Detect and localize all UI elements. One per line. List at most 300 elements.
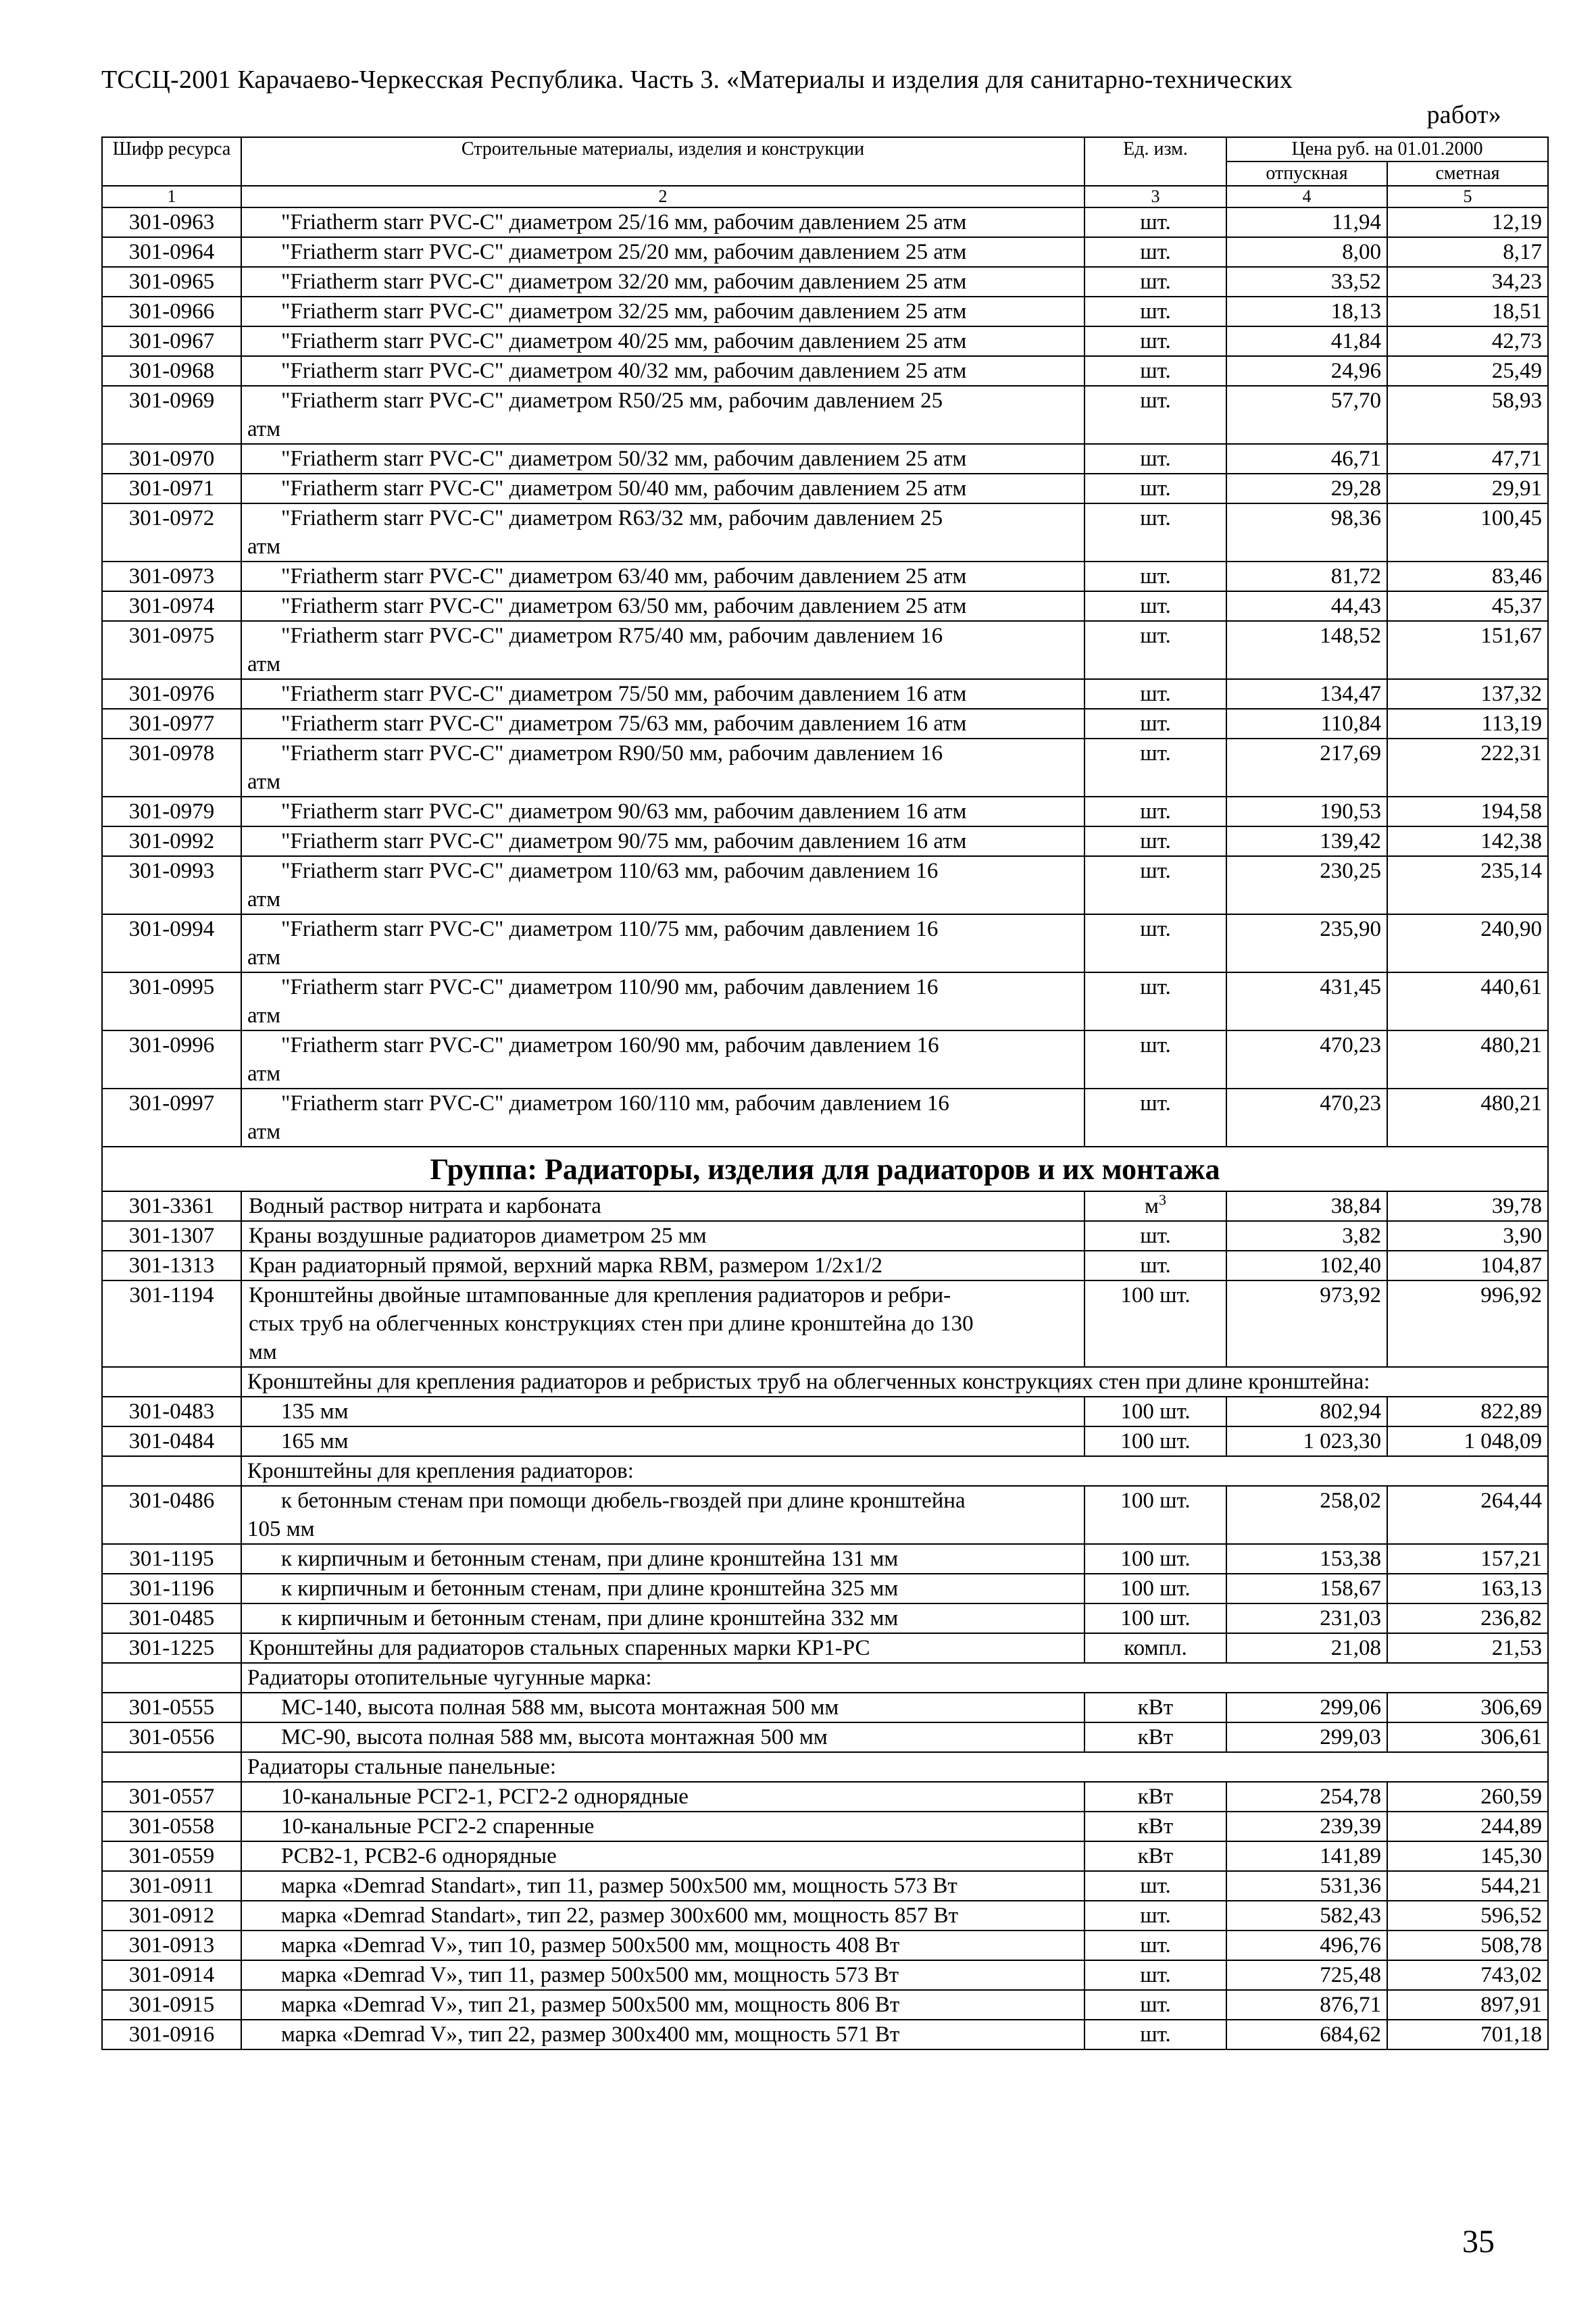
cell-unit: шт. (1084, 267, 1226, 297)
cell-price-estimate: 34,23 (1387, 267, 1548, 297)
cell-unit: шт. (1084, 797, 1226, 826)
cell-code: 301-0911 (102, 1871, 241, 1901)
table-row (102, 621, 1548, 679)
cell-price-release: 102,40 (1226, 1251, 1387, 1280)
cell-code: 301-0973 (102, 562, 241, 591)
cell-code: 301-0558 (102, 1812, 241, 1841)
table-row (102, 1722, 1548, 1752)
page-title (101, 62, 1501, 132)
cell-name: "Friatherm starr PVC-C" диаметром 50/32 мм, рабочим давлением 25 атм (241, 444, 1084, 474)
cell-name (241, 503, 1084, 562)
cell-name-line: "Friatherm starr PVC-C" диаметром R90/50 мм, рабочим давлением 16 (281, 741, 943, 766)
cell-price-release: 299,06 (1226, 1693, 1387, 1722)
cell-unit: шт. (1084, 856, 1226, 914)
cell-name: Кронштейны для радиаторов стальных спаренных марки КР1-РС (241, 1633, 1084, 1663)
cell-unit: шт. (1084, 297, 1226, 326)
cell-code: 301-0486 (102, 1486, 241, 1544)
table-row (102, 1574, 1548, 1603)
cell-name (241, 1089, 1084, 1147)
table-row (102, 591, 1548, 621)
cell-price-release: 98,36 (1226, 503, 1387, 562)
cell-name-line: атм (247, 417, 281, 441)
table-row (102, 1544, 1548, 1574)
table-row (102, 1901, 1548, 1931)
cell-code: 301-0996 (102, 1030, 241, 1089)
column-header-name: Строительные материалы, изделия и конструкции (241, 137, 1084, 186)
cell-name-line: Кронштейны двойные штампованные для крепления радиаторов и ребри- (249, 1283, 951, 1308)
cell-price-release: 973,92 (1226, 1280, 1387, 1367)
cell-name: к кирпичным и бетонным стенам, при длине кронштейна 325 мм (241, 1574, 1084, 1603)
cell-price-estimate: 45,37 (1387, 591, 1548, 621)
cell-code: 301-1196 (102, 1574, 241, 1603)
cell-name: к кирпичным и бетонным стенам, при длине кронштейна 131 мм (241, 1544, 1084, 1574)
cell-name-line: "Friatherm starr PVC-C" диаметром 160/90 мм, рабочим давлением 16 (281, 1033, 939, 1057)
cell-code: 301-0979 (102, 797, 241, 826)
cell-price-release: 24,96 (1226, 356, 1387, 386)
table-header-row (102, 137, 1548, 161)
cell-price-estimate: 83,46 (1387, 562, 1548, 591)
subheading-steel: Радиаторы стальные панельные: (241, 1752, 1548, 1782)
cell-unit: шт. (1084, 386, 1226, 444)
subheading-row (102, 1367, 1548, 1397)
cell-code: 301-0912 (102, 1901, 241, 1931)
cell-price-estimate: 113,19 (1387, 709, 1548, 739)
cell-unit: шт. (1084, 1221, 1226, 1251)
cell-price-estimate: 25,49 (1387, 356, 1548, 386)
cell-price-estimate: 244,89 (1387, 1812, 1548, 1841)
column-number: 4 (1226, 186, 1387, 207)
cell-unit: шт. (1084, 679, 1226, 709)
cell-name-line: атм (247, 945, 281, 970)
cell-price-release: 531,36 (1226, 1871, 1387, 1901)
section-brackets-light (102, 1397, 1548, 1456)
cell-unit: 100 шт. (1084, 1603, 1226, 1633)
cell-name (241, 1280, 1084, 1367)
cell-price-release: 134,47 (1226, 679, 1387, 709)
cell-code: 301-0992 (102, 826, 241, 856)
cell-price-release: 139,42 (1226, 826, 1387, 856)
cell-price-release: 8,00 (1226, 237, 1387, 267)
cell-name: марка «Demrad Standart», тип 11, размер 500x500 мм, мощность 573 Вт (241, 1871, 1084, 1901)
cell-unit: шт. (1084, 1960, 1226, 1990)
cell-name: "Friatherm starr PVC-C" диаметром 90/75 мм, рабочим давлением 16 атм (241, 826, 1084, 856)
cell-price-release: 802,94 (1226, 1397, 1387, 1426)
cell-name: "Friatherm starr PVC-C" диаметром 25/20 мм, рабочим давлением 25 атм (241, 237, 1084, 267)
cell-code: 301-0559 (102, 1841, 241, 1871)
subheading-row (102, 1663, 1548, 1693)
cell-price-estimate: 596,52 (1387, 1901, 1548, 1931)
cell-name: "Friatherm starr PVC-C" диаметром 75/63 мм, рабочим давлением 16 атм (241, 709, 1084, 739)
cell-name-line: 105 мм (247, 1517, 315, 1541)
cell-name: МС-90, высота полная 588 мм, высота монтажная 500 мм (241, 1722, 1084, 1752)
cell-price-estimate: 12,19 (1387, 207, 1548, 237)
table-row (102, 1871, 1548, 1901)
section-cast-iron (102, 1693, 1548, 1752)
cell-code-empty (102, 1456, 241, 1486)
cell-code: 301-0916 (102, 2020, 241, 2049)
cell-price-estimate: 440,61 (1387, 972, 1548, 1030)
cell-name-line: атм (247, 1003, 281, 1028)
cell-name: "Friatherm starr PVC-C" диаметром 90/63 мм, рабочим давлением 16 атм (241, 797, 1084, 826)
section-brackets (102, 1280, 1548, 1397)
cell-name: Краны воздушные радиаторов диаметром 25 мм (241, 1221, 1084, 1251)
cell-unit (1084, 1191, 1226, 1221)
column-header-code: Шифр ресурса (102, 137, 241, 186)
cell-price-release: 38,84 (1226, 1191, 1387, 1221)
cell-price-estimate: 701,18 (1387, 2020, 1548, 2049)
cell-name-line: "Friatherm starr PVC-C" диаметром 110/63 мм, рабочим давлением 16 (281, 859, 939, 883)
cell-price-estimate: 8,17 (1387, 237, 1548, 267)
cell-price-estimate: 3,90 (1387, 1221, 1548, 1251)
cell-unit: 100 шт. (1084, 1397, 1226, 1426)
table-row (102, 444, 1548, 474)
table-row (102, 679, 1548, 709)
page-title-line-2: работ» (1426, 101, 1501, 129)
table-row (102, 826, 1548, 856)
cell-name-line: атм (247, 1120, 281, 1144)
table-row (102, 474, 1548, 503)
cell-code-empty (102, 1367, 241, 1397)
cell-unit: шт. (1084, 562, 1226, 591)
cell-code: 301-0556 (102, 1722, 241, 1752)
cell-code: 301-0964 (102, 237, 241, 267)
cell-name: марка «Demrad Standart», тип 22, размер 300x600 мм, мощность 857 Вт (241, 1901, 1084, 1931)
table-row (102, 503, 1548, 562)
cell-name-line: "Friatherm starr PVC-C" диаметром R63/32 мм, рабочим давлением 25 (281, 506, 943, 530)
cell-price-estimate: 58,93 (1387, 386, 1548, 444)
cell-name-line: "Friatherm starr PVC-C" диаметром R75/40 мм, рабочим давлением 16 (281, 624, 943, 648)
cell-price-release: 230,25 (1226, 856, 1387, 914)
cell-price-release: 81,72 (1226, 562, 1387, 591)
cell-code: 301-0975 (102, 621, 241, 679)
table-row (102, 207, 1548, 237)
cell-price-estimate: 306,61 (1387, 1722, 1548, 1752)
cell-code: 301-0997 (102, 1089, 241, 1147)
cell-unit: кВт (1084, 1782, 1226, 1812)
cell-code: 301-0995 (102, 972, 241, 1030)
cell-price-release: 46,71 (1226, 444, 1387, 474)
table-row (102, 1990, 1548, 2020)
cell-code: 301-0977 (102, 709, 241, 739)
cell-price-estimate: 39,78 (1387, 1191, 1548, 1221)
cell-name: 135 мм (241, 1397, 1084, 1426)
table-row (102, 237, 1548, 267)
cell-price-estimate: 18,51 (1387, 297, 1548, 326)
table-row (102, 1812, 1548, 1841)
cell-price-estimate: 157,21 (1387, 1544, 1548, 1574)
cell-price-estimate: 743,02 (1387, 1960, 1548, 1990)
cell-name: "Friatherm starr PVC-C" диаметром 50/40 мм, рабочим давлением 25 атм (241, 474, 1084, 503)
cell-unit: шт. (1084, 1901, 1226, 1931)
cell-unit: шт. (1084, 1089, 1226, 1147)
cell-name-line: мм (249, 1340, 277, 1364)
cell-price-estimate: 480,21 (1387, 1089, 1548, 1147)
cell-unit: шт. (1084, 591, 1226, 621)
cell-price-estimate: 42,73 (1387, 326, 1548, 356)
cell-name-line: атм (247, 887, 281, 912)
table-row (102, 1280, 1548, 1367)
section-radiators (102, 1147, 1548, 1191)
cell-code-empty (102, 1752, 241, 1782)
cell-name (241, 621, 1084, 679)
cell-code: 301-1225 (102, 1633, 241, 1663)
cell-price-estimate: 163,13 (1387, 1574, 1548, 1603)
cell-price-release: 217,69 (1226, 739, 1387, 797)
cell-unit: шт. (1084, 972, 1226, 1030)
cell-name: 10-канальные РСГ2-1, РСГ2-2 однорядные (241, 1782, 1084, 1812)
cell-unit: шт. (1084, 1931, 1226, 1960)
cell-price-release: 3,82 (1226, 1221, 1387, 1251)
cell-code: 301-0913 (102, 1931, 241, 1960)
cell-name: "Friatherm starr PVC-C" диаметром 40/32 мм, рабочим давлением 25 атм (241, 356, 1084, 386)
cell-price-estimate: 822,89 (1387, 1397, 1548, 1426)
table-row (102, 1960, 1548, 1990)
table-row (102, 914, 1548, 972)
cell-price-release: 231,03 (1226, 1603, 1387, 1633)
cell-code: 301-3361 (102, 1191, 241, 1221)
cell-unit: кВт (1084, 1812, 1226, 1841)
cell-name-line: атм (247, 1062, 281, 1086)
cell-code: 301-1195 (102, 1544, 241, 1574)
cell-price-release: 158,67 (1226, 1574, 1387, 1603)
cell-name: 165 мм (241, 1426, 1084, 1456)
cell-price-release: 153,38 (1226, 1544, 1387, 1574)
section-radiator-items (102, 1191, 1548, 1280)
cell-price-estimate: 29,91 (1387, 474, 1548, 503)
cell-price-release: 235,90 (1226, 914, 1387, 972)
column-number-row (102, 186, 1548, 207)
section-friatherm (102, 207, 1548, 1147)
section-brackets-steel (102, 1633, 1548, 1693)
table-row (102, 1030, 1548, 1089)
cell-code: 301-0969 (102, 386, 241, 444)
cell-price-release: 239,39 (1226, 1812, 1387, 1841)
unit-base: м (1145, 1194, 1159, 1218)
cell-price-estimate: 145,30 (1387, 1841, 1548, 1871)
cell-name: марка «Demrad V», тип 21, размер 500x500 мм, мощность 806 Вт (241, 1990, 1084, 2020)
cell-price-estimate: 142,38 (1387, 826, 1548, 856)
column-number: 5 (1387, 186, 1548, 207)
table-row (102, 267, 1548, 297)
cell-price-release: 431,45 (1226, 972, 1387, 1030)
cell-name-line: атм (247, 534, 281, 559)
cell-unit: 100 шт. (1084, 1574, 1226, 1603)
cell-price-estimate: 264,44 (1387, 1486, 1548, 1544)
cell-name-line: стых труб на облегченных конструкциях стен при длине кронштейна до 130 (249, 1312, 974, 1336)
cell-price-release: 470,23 (1226, 1030, 1387, 1089)
cell-code: 301-0965 (102, 267, 241, 297)
cell-price-estimate: 897,91 (1387, 1990, 1548, 2020)
cell-price-release: 141,89 (1226, 1841, 1387, 1871)
cell-price-release: 11,94 (1226, 207, 1387, 237)
table-row (102, 1633, 1548, 1663)
cell-code: 301-0978 (102, 739, 241, 797)
cell-unit: шт. (1084, 356, 1226, 386)
column-header-price: Цена руб. на 01.01.2000 (1226, 137, 1548, 161)
cell-price-release: 582,43 (1226, 1901, 1387, 1931)
table-row (102, 1426, 1548, 1456)
cell-code: 301-0485 (102, 1603, 241, 1633)
cell-price-release: 258,02 (1226, 1486, 1387, 1544)
cell-price-estimate: 306,69 (1387, 1693, 1548, 1722)
cell-price-estimate: 1 048,09 (1387, 1426, 1548, 1456)
cell-name: Водный раствор нитрата и карбоната (241, 1191, 1084, 1221)
cell-unit: 100 шт. (1084, 1426, 1226, 1456)
table-row (102, 562, 1548, 591)
cell-code: 301-0994 (102, 914, 241, 972)
subheading-cast-iron: Радиаторы отопительные чугунные марка: (241, 1663, 1548, 1693)
cell-unit: кВт (1084, 1841, 1226, 1871)
cell-unit: шт. (1084, 2020, 1226, 2049)
cell-price-estimate: 480,21 (1387, 1030, 1548, 1089)
cell-name: "Friatherm starr PVC-C" диаметром 40/25 мм, рабочим давлением 25 атм (241, 326, 1084, 356)
cell-code-empty (102, 1663, 241, 1693)
cell-name-line: "Friatherm starr PVC-C" диаметром 110/90 мм, рабочим давлением 16 (281, 975, 939, 999)
cell-name-line: к бетонным стенам при помощи дюбель-гвоздей при длине кронштейна (281, 1489, 966, 1513)
cell-price-estimate: 996,92 (1387, 1280, 1548, 1367)
cell-name (241, 386, 1084, 444)
cell-price-estimate: 100,45 (1387, 503, 1548, 562)
cell-price-release: 190,53 (1226, 797, 1387, 826)
cell-unit: кВт (1084, 1693, 1226, 1722)
cell-code: 301-0914 (102, 1960, 241, 1990)
cell-name (241, 972, 1084, 1030)
cell-price-release: 299,03 (1226, 1722, 1387, 1752)
cell-name-line: "Friatherm starr PVC-C" диаметром 160/110 мм, рабочим давлением 16 (281, 1091, 949, 1116)
cell-price-estimate: 544,21 (1387, 1871, 1548, 1901)
cell-price-release: 876,71 (1226, 1990, 1387, 2020)
section-brackets-walls (102, 1456, 1548, 1544)
table-row (102, 297, 1548, 326)
subheading-brackets: Кронштейны для крепления радиаторов: (241, 1456, 1548, 1486)
cell-code: 301-0971 (102, 474, 241, 503)
cell-code: 301-1307 (102, 1221, 241, 1251)
section-steel-heading (102, 1752, 1548, 1782)
cell-name: РСВ2-1, РСВ2-6 однорядные (241, 1841, 1084, 1871)
cell-code: 301-0966 (102, 297, 241, 326)
cell-code: 301-1313 (102, 1251, 241, 1280)
table-row (102, 1251, 1548, 1280)
cell-unit: 100 шт. (1084, 1486, 1226, 1544)
cell-code: 301-0484 (102, 1426, 241, 1456)
cell-price-release: 1 023,30 (1226, 1426, 1387, 1456)
cell-name-line: "Friatherm starr PVC-C" диаметром R50/25 мм, рабочим давлением 25 (281, 389, 943, 413)
table-row (102, 1782, 1548, 1812)
group-heading-row (102, 1147, 1548, 1191)
cell-unit: кВт (1084, 1722, 1226, 1752)
cell-unit: шт. (1084, 474, 1226, 503)
table-row (102, 1931, 1548, 1960)
cell-unit: 100 шт. (1084, 1544, 1226, 1574)
table-row (102, 972, 1548, 1030)
cell-price-release: 725,48 (1226, 1960, 1387, 1990)
column-header-unit: Ед. изм. (1084, 137, 1226, 186)
table-row (102, 1486, 1548, 1544)
cell-code: 301-0976 (102, 679, 241, 709)
unit-superscript: 3 (1158, 1191, 1166, 1208)
cell-code: 301-0967 (102, 326, 241, 356)
cell-unit: шт. (1084, 709, 1226, 739)
cell-price-release: 29,28 (1226, 474, 1387, 503)
table-row (102, 1841, 1548, 1871)
cell-price-release: 18,13 (1226, 297, 1387, 326)
cell-code: 301-0557 (102, 1782, 241, 1812)
cell-price-estimate: 47,71 (1387, 444, 1548, 474)
section-brackets-brick (102, 1544, 1548, 1633)
cell-unit: шт. (1084, 1251, 1226, 1280)
cell-unit: шт. (1084, 621, 1226, 679)
table-row (102, 1603, 1548, 1633)
cell-unit: 100 шт. (1084, 1280, 1226, 1367)
cell-code: 301-0963 (102, 207, 241, 237)
cell-code: 301-0968 (102, 356, 241, 386)
cell-price-estimate: 508,78 (1387, 1931, 1548, 1960)
cell-unit: шт. (1084, 503, 1226, 562)
cell-price-release: 110,84 (1226, 709, 1387, 739)
table-row (102, 2020, 1548, 2049)
cell-price-estimate: 235,14 (1387, 856, 1548, 914)
cell-price-estimate: 222,31 (1387, 739, 1548, 797)
cell-price-estimate: 151,67 (1387, 621, 1548, 679)
table-row (102, 856, 1548, 914)
cell-price-release: 496,76 (1226, 1931, 1387, 1960)
cell-price-release: 254,78 (1226, 1782, 1387, 1812)
cell-name: 10-канальные РСГ2-2 спаренные (241, 1812, 1084, 1841)
table-row (102, 1397, 1548, 1426)
cell-name: Кран радиаторный прямой, верхний марка RBM, размером 1/2x1/2 (241, 1251, 1084, 1280)
table-row (102, 356, 1548, 386)
cell-price-estimate: 137,32 (1387, 679, 1548, 709)
cell-name: "Friatherm starr PVC-C" диаметром 63/40 мм, рабочим давлением 25 атм (241, 562, 1084, 591)
section-steel-panel (102, 1782, 1548, 2049)
cell-name: "Friatherm starr PVC-C" диаметром 32/20 мм, рабочим давлением 25 атм (241, 267, 1084, 297)
cell-price-estimate: 21,53 (1387, 1633, 1548, 1663)
page-number: 35 (1462, 2224, 1495, 2260)
cell-code: 301-0483 (102, 1397, 241, 1426)
column-header-price-release: отпускная (1226, 161, 1387, 186)
cell-name: марка «Demrad V», тип 11, размер 500x500 мм, мощность 573 Вт (241, 1960, 1084, 1990)
cell-price-release: 33,52 (1226, 267, 1387, 297)
cell-price-release: 21,08 (1226, 1633, 1387, 1663)
cell-unit: шт. (1084, 207, 1226, 237)
cell-name (241, 739, 1084, 797)
cell-code: 301-0970 (102, 444, 241, 474)
cell-name (241, 1030, 1084, 1089)
table-row (102, 1089, 1548, 1147)
cell-price-release: 57,70 (1226, 386, 1387, 444)
table-row (102, 386, 1548, 444)
cell-price-estimate: 240,90 (1387, 914, 1548, 972)
cell-unit: шт. (1084, 914, 1226, 972)
cell-name: марка «Demrad V», тип 10, размер 500x500 мм, мощность 408 Вт (241, 1931, 1084, 1960)
cell-name: МС-140, высота полная 588 мм, высота монтажная 500 мм (241, 1693, 1084, 1722)
cell-name-line: "Friatherm starr PVC-C" диаметром 110/75 мм, рабочим давлением 16 (281, 917, 939, 941)
cell-name (241, 914, 1084, 972)
cell-name: "Friatherm starr PVC-C" диаметром 63/50 мм, рабочим давлением 25 атм (241, 591, 1084, 621)
cell-price-release: 41,84 (1226, 326, 1387, 356)
cell-code: 301-0974 (102, 591, 241, 621)
cell-unit: шт. (1084, 826, 1226, 856)
cell-name: к кирпичным и бетонным стенам, при длине кронштейна 332 мм (241, 1603, 1084, 1633)
table-row (102, 1221, 1548, 1251)
column-number: 3 (1084, 186, 1226, 207)
cell-code: 301-0972 (102, 503, 241, 562)
table-row (102, 709, 1548, 739)
cell-name-line: атм (247, 770, 281, 794)
cell-price-estimate: 260,59 (1387, 1782, 1548, 1812)
cell-name: "Friatherm starr PVC-C" диаметром 32/25 мм, рабочим давлением 25 атм (241, 297, 1084, 326)
group-heading: Группа: Радиаторы, изделия для радиаторов и их монтажа (102, 1147, 1548, 1191)
